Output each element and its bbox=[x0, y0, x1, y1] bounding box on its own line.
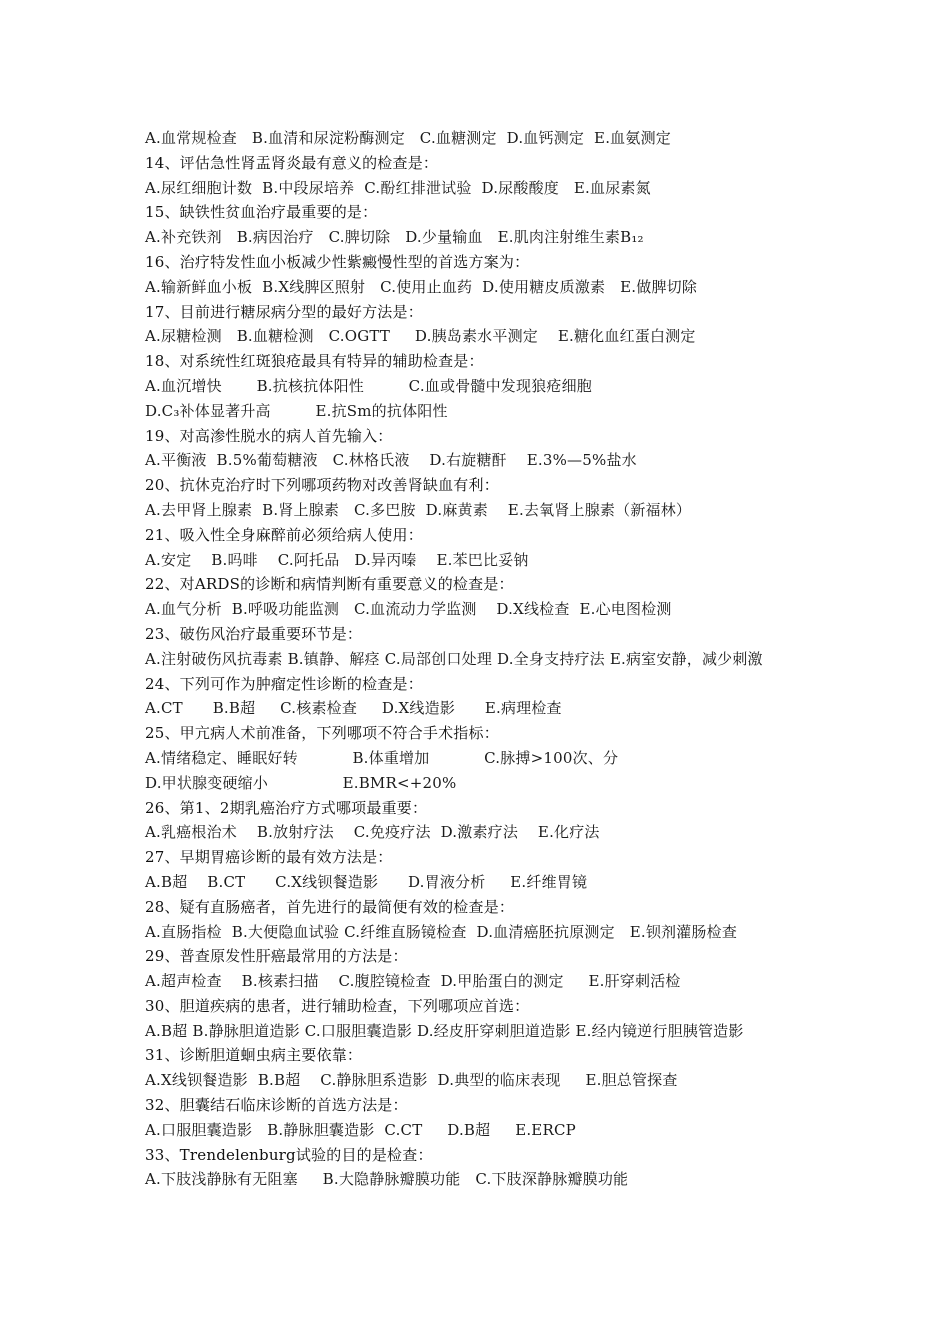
answer-options: A.CT B.B超 C.核素检查 D.X线造影 E.病理检查 bbox=[145, 699, 562, 718]
question-text: 32、胆囊结石临床诊断的首选方法是： bbox=[145, 1096, 408, 1115]
answer-options: A.乳癌根治术 B.放射疗法 C.免疫疗法 D.激素疗法 E.化疗法 bbox=[145, 823, 600, 842]
answer-options: A.注射破伤风抗毒素 B.镇静、解痉 C.局部创口处理 D.全身支持疗法 E.病室安静，减少刺激 bbox=[145, 649, 763, 668]
answer-options: A.B超 B.CT C.X线钡餐造影 D.胃液分析 E.纤维胃镜 bbox=[145, 872, 588, 891]
question-text: 28、疑有直肠癌者，首先进行的最简便有效的检查是： bbox=[145, 897, 515, 916]
question-text: 22、对ARDS的诊断和病情判断有重要意义的检查是： bbox=[145, 575, 514, 594]
question-text: 14、评估急性肾盂肾炎最有意义的检查是： bbox=[145, 153, 439, 172]
question-text: 33、Trendelenburg试验的目的是检查： bbox=[145, 1145, 433, 1164]
answer-options: A.B超 B.静脉胆道造影 C.口服胆囊造影 D.经皮肝穿刺胆道造影 E.经内镜逆行胆胰管造影 bbox=[145, 1021, 744, 1040]
answer-options: D.甲状腺变硬缩小 E.BMR<+20% bbox=[145, 773, 457, 792]
answer-options: A.下肢浅静脉有无阻塞 B.大隐静脉瓣膜功能 C.下肢深静脉瓣膜功能 bbox=[145, 1170, 629, 1189]
answer-options: A.安定 B.吗啡 C.阿托品 D.异丙嗪 E.苯巴比妥钠 bbox=[145, 550, 529, 569]
answer-options: A.血沉增快 B.抗核抗体阳性 C.血或骨髓中发现狼疮细胞 bbox=[145, 376, 592, 395]
question-text: 23、破伤风治疗最重要环节是： bbox=[145, 624, 363, 643]
question-text: 19、对高渗性脱水的病人首先输入： bbox=[145, 426, 393, 445]
question-text: 16、治疗特发性血小板减少性紫癜慢性型的首选方案为： bbox=[145, 252, 530, 271]
answer-options: A.补充铁剂 B.病因治疗 C.脾切除 D.少量输血 E.肌肉注射维生素B₁₂ bbox=[145, 228, 644, 247]
question-text: 29、普查原发性肝癌最常用的方法是： bbox=[145, 947, 408, 966]
answer-options: A.直肠指检 B.大便隐血试验 C.纤维直肠镜检查 D.血清癌胚抗原测定 E.钡剂灌肠检查 bbox=[145, 922, 738, 941]
question-text: 25、甲亢病人术前准备，下列哪项不符合手术指标： bbox=[145, 724, 499, 743]
answer-options: A.X线钡餐造影 B.B超 C.静脉胆系造影 D.典型的临床表现 E.胆总管探查 bbox=[145, 1071, 678, 1090]
answer-options: A.平衡液 B.5%葡萄糖液 C.林格氏液 D.右旋糖酐 E.3%—5%盐水 bbox=[145, 451, 637, 470]
question-text: 17、目前进行糖尿病分型的最好方法是： bbox=[145, 302, 423, 321]
question-text: 26、第1、2期乳癌治疗方式哪项最重要： bbox=[145, 798, 428, 817]
exam-questions-body bbox=[145, 126, 835, 1192]
answer-options: A.血气分析 B.呼吸功能监测 C.血流动力学监测 D.X线检查 E.心电图检测 bbox=[145, 600, 672, 619]
answer-options: A.血常规检查 B.血清和尿淀粉酶测定 C.血糖测定 D.血钙测定 E.血氨测定 bbox=[145, 129, 671, 147]
answer-options: A.去甲肾上腺素 B.肾上腺素 C.多巴胺 D.麻黄素 E.去氧肾上腺素（新福林） bbox=[145, 500, 692, 519]
answer-options: A.超声检查 B.核素扫描 C.腹腔镜检查 D.甲胎蛋白的测定 E.肝穿刺活检 bbox=[145, 972, 681, 991]
question-text: 15、缺铁性贫血治疗最重要的是： bbox=[145, 203, 378, 222]
answer-options: A.口服胆囊造影 B.静脉胆囊造影 C.CT D.B超 E.ERCP bbox=[145, 1120, 576, 1139]
answer-options: A.尿糖检测 B.血糖检测 C.OGTT D.胰岛素水平测定 E.糖化血红蛋白测定 bbox=[145, 327, 696, 346]
question-text: 20、抗休克治疗时下列哪项药物对改善肾缺血有利： bbox=[145, 476, 499, 495]
question-text: 30、胆道疾病的患者，进行辅助检查，下列哪项应首选： bbox=[145, 996, 530, 1015]
question-text: 27、早期胃癌诊断的最有效方法是： bbox=[145, 848, 393, 867]
question-text: 21、吸入性全身麻醉前必须给病人使用： bbox=[145, 525, 423, 544]
answer-options: A.输新鲜血小板 B.X线脾区照射 C.使用止血药 D.使用糖皮质激素 E.做脾切除 bbox=[145, 277, 698, 296]
question-text: 24、下列可作为肿瘤定性诊断的检查是： bbox=[145, 674, 423, 693]
answer-options: A.情绪稳定、睡眠好转 B.体重增加 C.脉搏>100次、分 bbox=[145, 748, 619, 767]
answer-options: A.尿红细胞计数 B.中段尿培养 C.酚红排泄试验 D.尿酸酸度 E.血尿素氮 bbox=[145, 178, 651, 197]
question-text: 31、诊断胆道蛔虫病主要依靠： bbox=[145, 1046, 363, 1065]
answer-options: D.C₃补体显著升高 E.抗Sm的抗体阳性 bbox=[145, 401, 448, 420]
question-text: 18、对系统性红斑狼疮最具有特异的辅助检查是： bbox=[145, 352, 484, 371]
